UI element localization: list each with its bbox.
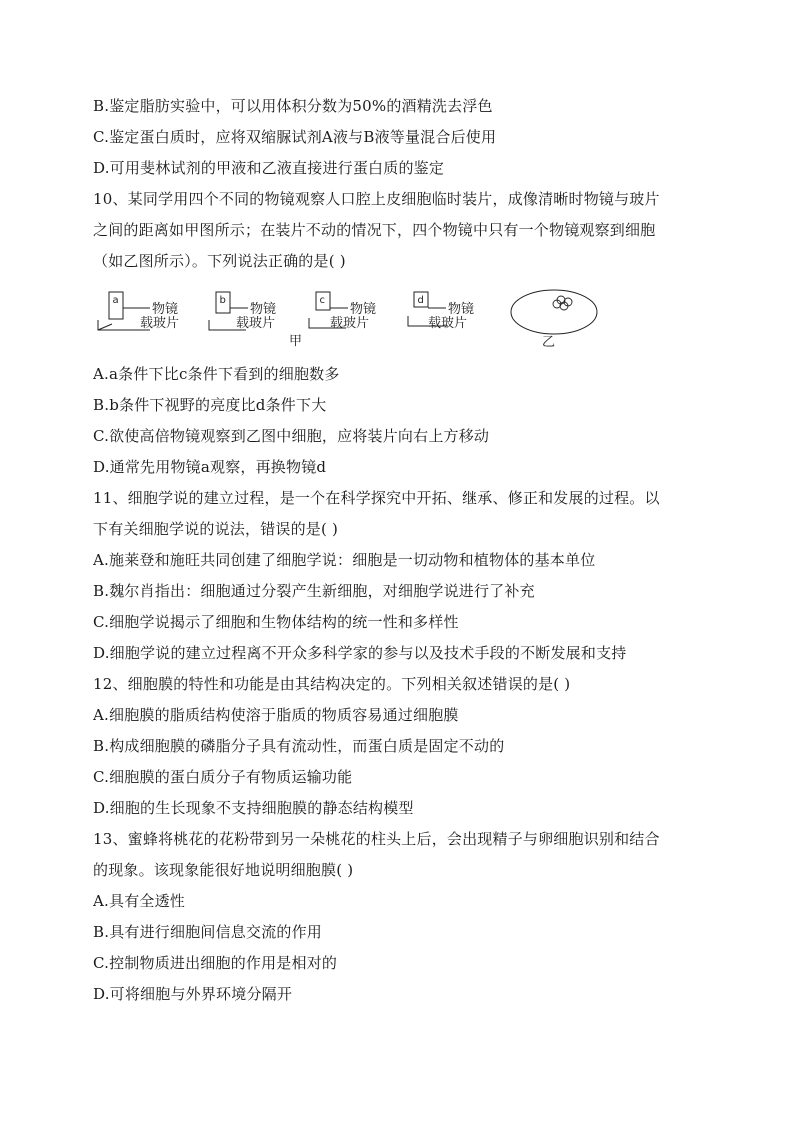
q9-option-d: D.可用斐林试剂的甲液和乙液直接进行蛋白质的鉴定 bbox=[93, 159, 445, 177]
slide-d-text: 载玻片 bbox=[428, 316, 468, 331]
objective-a-text: 物镜 bbox=[152, 302, 179, 317]
slide-a-text: 载玻片 bbox=[140, 316, 180, 331]
q11-stem-line-1: 11、细胞学说的建立过程，是一个在科学探究中开拓、继承、修正和发展的过程。以 bbox=[93, 489, 660, 507]
objective-b-label: b bbox=[219, 295, 226, 306]
objective-a-diagram bbox=[98, 292, 179, 331]
q12-option-a: A.细胞膜的脂质结构使溶于脂质的物质容易通过细胞膜 bbox=[93, 706, 459, 724]
q11-option-d: D.细胞学说的建立过程离不开众多科学家的参与以及技术手段的不断发展和支持 bbox=[93, 644, 627, 662]
q10-stem-line-3: （如乙图所示）。下列说法正确的是( ) bbox=[93, 252, 346, 270]
objective-c-label: c bbox=[319, 295, 325, 306]
microscope-objectives-figure bbox=[96, 288, 616, 348]
q10-option-d: D.通常先用物镜a观察，再换物镜d bbox=[93, 458, 327, 476]
q13-stem-line-1: 13、蜜蜂将桃花的花粉带到另一朵桃花的柱头上后，会出现精子与卵细胞识别和结合 bbox=[93, 830, 660, 848]
q10-stem-line-2: 之间的距离如甲图所示；在装片不动的情况下，四个物镜中只有一个物镜观察到细胞 bbox=[93, 221, 656, 239]
objective-d-label: d bbox=[417, 295, 424, 306]
microscope-view-field bbox=[511, 290, 597, 334]
q12-stem-line-1: 12、细胞膜的特性和功能是由其结构决定的。下列相关叙述错误的是( ) bbox=[93, 675, 571, 693]
objective-b-diagram bbox=[209, 292, 276, 331]
q13-option-a: A.具有全透性 bbox=[93, 892, 186, 910]
q10-option-a: A.a条件下比c条件下看到的细胞数多 bbox=[93, 365, 340, 383]
q13-option-c: C.控制物质进出细胞的作用是相对的 bbox=[93, 954, 338, 972]
q12-option-b: B.构成细胞膜的磷脂分子具有流动性，而蛋白质是固定不动的 bbox=[93, 737, 505, 755]
q10-option-c: C.欲使高倍物镜观察到乙图中细胞，应将装片向右上方移动 bbox=[93, 427, 490, 445]
objective-a-label: a bbox=[112, 295, 119, 306]
q13-option-d: D.可将细胞与外界环境分隔开 bbox=[93, 985, 293, 1003]
q12-option-c: C.细胞膜的蛋白质分子有物质运输功能 bbox=[93, 768, 353, 786]
slide-b-text: 载玻片 bbox=[236, 316, 276, 331]
q13-stem-line-2: 的现象。该现象能很好地说明细胞膜( ) bbox=[93, 861, 354, 879]
figure-caption-yi: 乙 bbox=[542, 335, 556, 348]
objective-c-diagram bbox=[309, 292, 376, 331]
q10-stem-line-1: 10、某同学用四个不同的物镜观察人口腔上皮细胞临时装片，成像清晰时物镜与玻片 bbox=[93, 190, 660, 208]
q13-option-b: B.具有进行细胞间信息交流的作用 bbox=[93, 923, 322, 941]
q11-stem-line-2: 下有关细胞学说的说法，错误的是( ) bbox=[93, 520, 339, 538]
q9-option-b: B.鉴定脂肪实验中，可以用体积分数为50%的酒精洗去浮色 bbox=[93, 97, 493, 115]
objective-c-text: 物镜 bbox=[350, 302, 377, 317]
q9-option-c: C.鉴定蛋白质时，应将双缩脲试剂A液与B液等量混合后使用 bbox=[93, 128, 497, 146]
objective-d-diagram bbox=[408, 292, 474, 331]
q11-option-c: C.细胞学说揭示了细胞和生物体结构的统一性和多样性 bbox=[93, 613, 459, 631]
objective-d-text: 物镜 bbox=[448, 302, 475, 317]
q11-option-b: B.魏尔肖指出：细胞通过分裂产生新细胞，对细胞学说进行了补充 bbox=[93, 582, 535, 600]
slide-c-text: 载玻片 bbox=[330, 316, 370, 331]
figure-caption-jia: 甲 bbox=[289, 334, 303, 348]
objective-b-text: 物镜 bbox=[250, 302, 277, 317]
q11-option-a: A.施莱登和施旺共同创建了细胞学说：细胞是一切动物和植物体的基本单位 bbox=[93, 551, 596, 569]
q12-option-d: D.细胞的生长现象不支持细胞膜的静态结构模型 bbox=[93, 799, 414, 817]
q10-option-b: B.b条件下视野的亮度比d条件下大 bbox=[93, 396, 327, 414]
